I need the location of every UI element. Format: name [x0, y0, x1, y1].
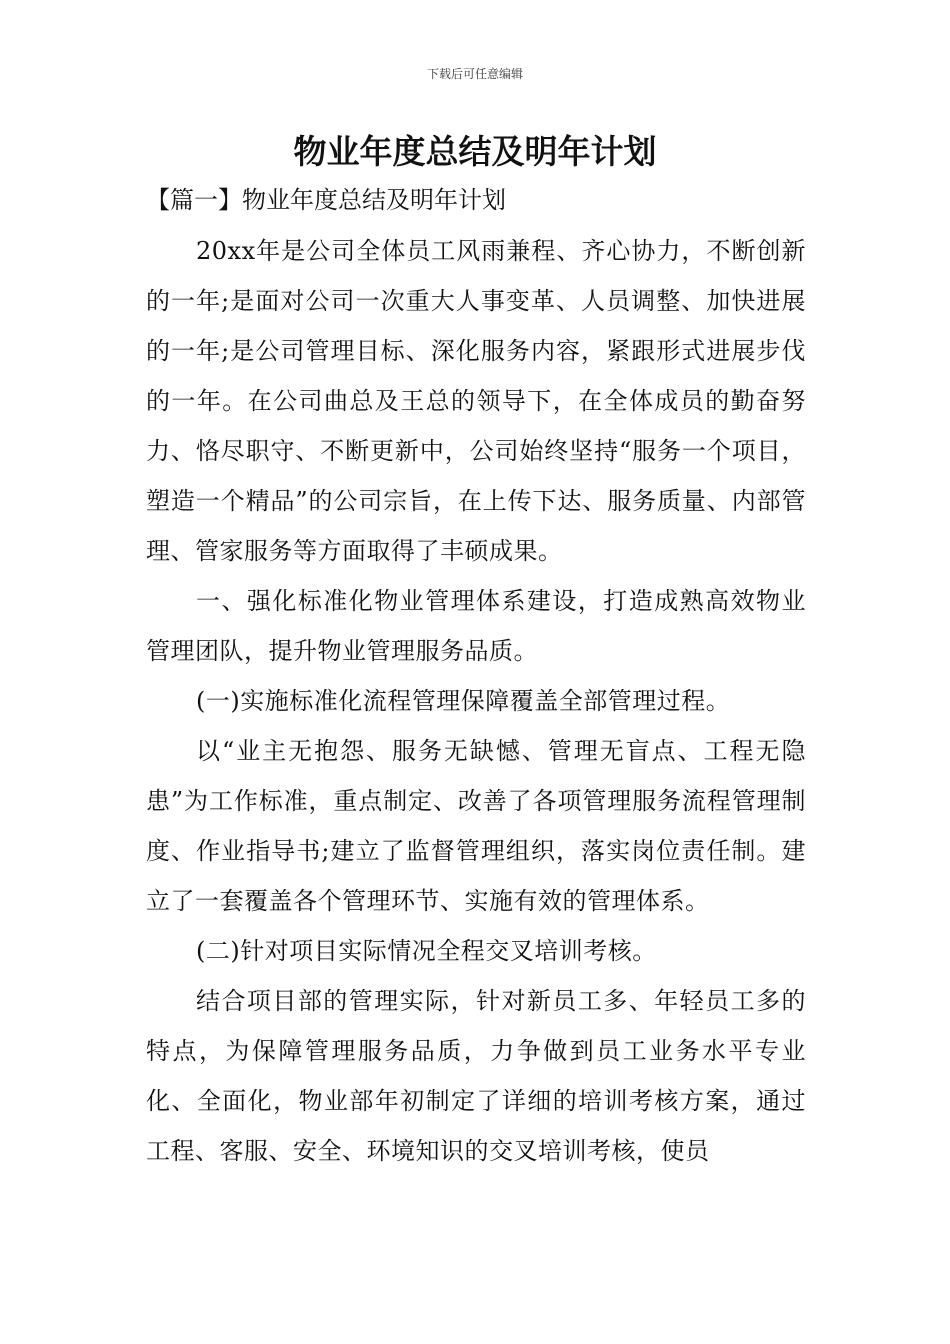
header-note: 下载后可任意编辑: [426, 67, 523, 81]
document-title: 物业年度总结及明年计划: [293, 132, 657, 171]
document-body: [146, 226, 806, 1176]
section-heading: 【篇一】物业年度总结及明年计划: [146, 186, 506, 214]
paragraph-point-one: 一、强化标准化物业管理体系建设，打造成熟高效物业管理团队，提升物业管理服务品质。: [146, 587, 806, 665]
paragraph-training: 结合项目部的管理实际，针对新员工多、年轻员工多的特点，为保障管理服务品质，力争做到员工业务水平专业化、全面化，物业部年初制定了详细的培训考核方案，通过工程、客服、安全、环境知识的交叉培训考核，使员: [146, 987, 806, 1165]
paragraph-standards: 以“业主无抱怨、服务无缺憾、管理无盲点、工程无隐患”为工作标准，重点制定、改善了各项管理服务流程管理制度、作业指导书;建立了监督管理组织，落实岗位责任制。建立了一套覆盖各个管理环节、实施有效的管理体系。: [146, 737, 806, 915]
paragraph-subpoint-one: (一)实施标准化流程管理保障覆盖全部管理过程。: [196, 687, 731, 715]
paragraph-intro: 20xx年是公司全体员工风雨兼程、齐心协力，不断创新的一年;是面对公司一次重大人事变革、人员调整、加快进展的一年;是公司管理目标、深化服务内容，紧跟形式进展步伐的一年。在公司曲总及王总的领导下，在全体成员的勤奋努力、恪尽职守、不断更新中，公司始终坚持“服务一个项目，塑造一个精品”的公司宗旨，在上传下达、服务质量、内部管理、管家服务等方面取得了丰硕成果。: [146, 237, 806, 565]
paragraph-subpoint-two: (二)针对项目实际情况全程交叉培训考核。: [196, 937, 657, 965]
